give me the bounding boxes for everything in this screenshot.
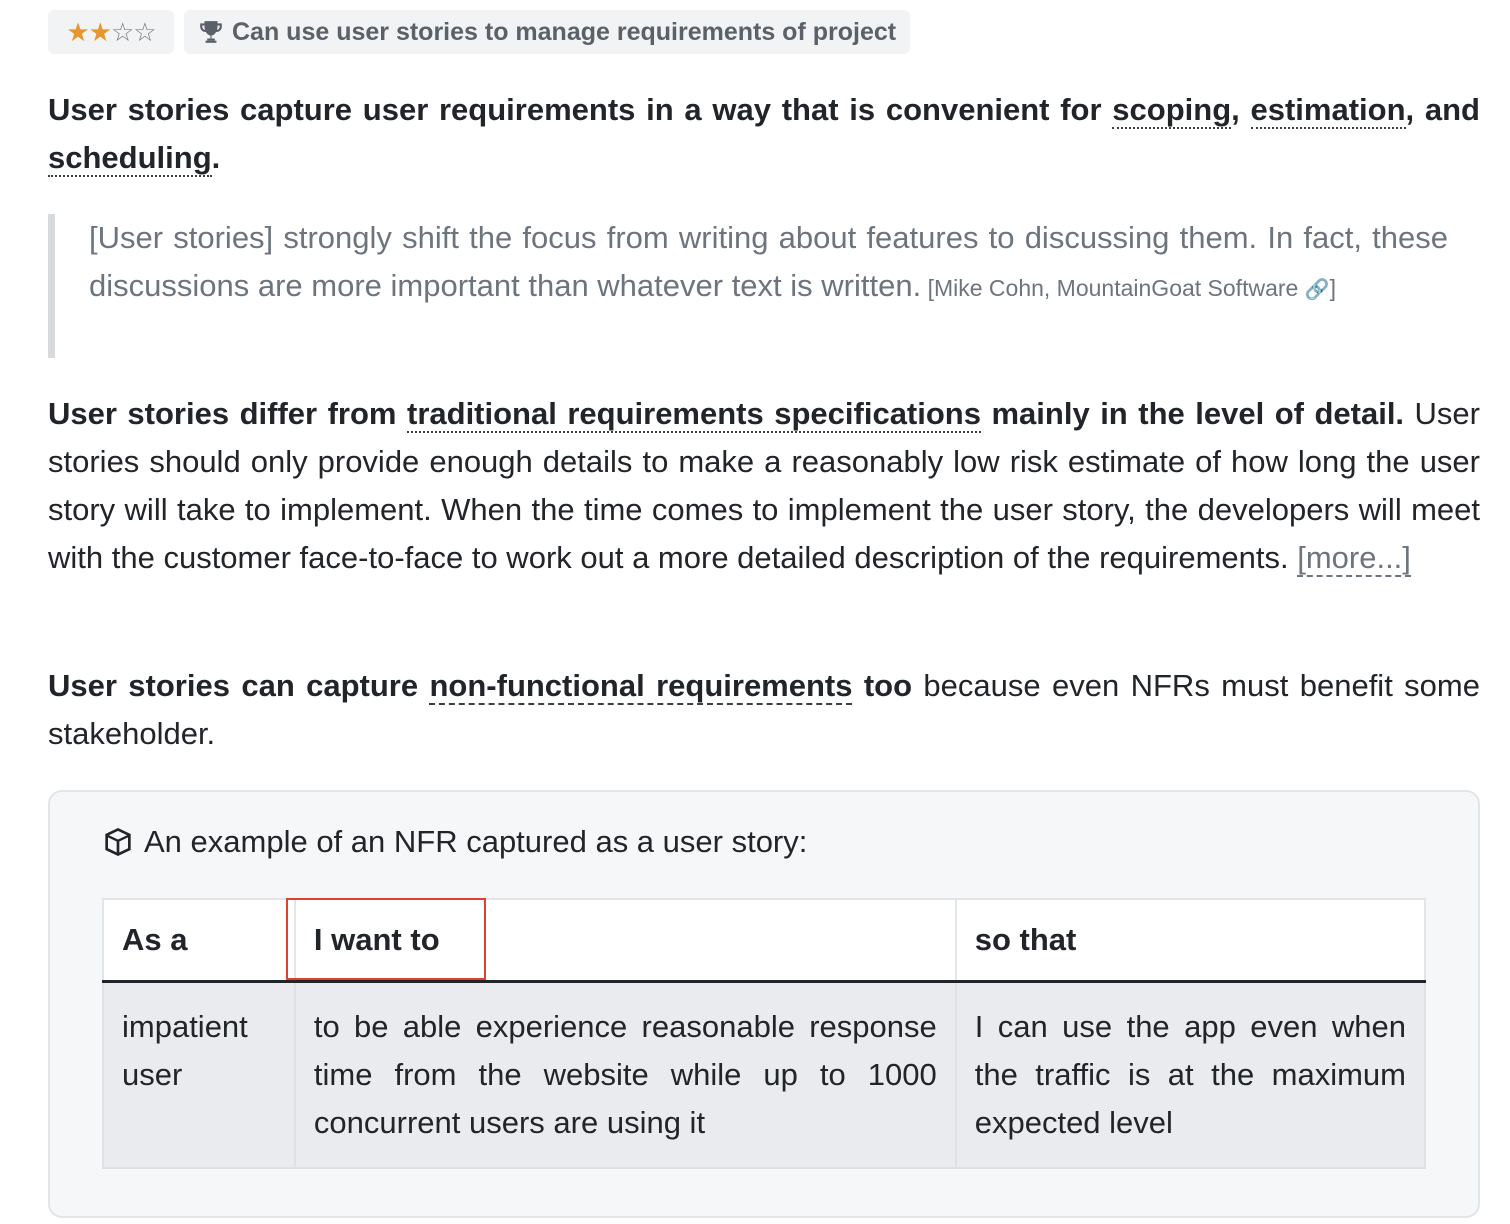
trophy-icon: [198, 19, 224, 45]
header-i-want-to: [295, 899, 956, 981]
quote-source: [921, 275, 1336, 301]
p1-text-1: User stories capture user requirements in a way that is convenient for: [48, 92, 1113, 127]
user-story-table: [102, 898, 1426, 1169]
cell-i-want-to: to be able experience reasonable response time from the website while up to 1000 concurrent users are using it: [295, 981, 956, 1168]
box-icon: [102, 826, 134, 858]
paragraph-user-stories-capture: [48, 86, 1480, 182]
scoping-link[interactable]: scoping: [1112, 92, 1232, 127]
more-link[interactable]: [more...]: [1297, 540, 1411, 575]
paragraph-nfr: [48, 662, 1480, 758]
p2-body: User stories should only provide enough details to make a reasonably low risk estimate of how long the user story will take to implement. When the time comes to implement the user story, the developers will meet with the customer face-to-face to work out a more detailed description of the requirements.: [48, 396, 1481, 575]
quote-text: [User stories] strongly shift the focus from writing about features to discussing them. In fact, these discussions are more important than whatever text is written.: [89, 220, 1448, 303]
p3-bold-1: User stories can capture: [48, 668, 430, 703]
star-rating: [48, 10, 174, 54]
learning-outcome-badge: [184, 10, 910, 54]
p3-body: because even NFRs must benefit some stakeholder.: [48, 668, 1480, 751]
stars-empty: ☆☆: [111, 16, 156, 47]
learning-outcome-text: Can use user stories to manage requirements of project: [232, 17, 897, 46]
cell-so-that: I can use the app even when the traffic is at the maximum expected level: [956, 981, 1425, 1168]
example-box: [48, 790, 1480, 1218]
example-title-text: An example of an NFR captured as a user story:: [144, 824, 808, 859]
badge-row: [48, 10, 910, 54]
header-so-that: so that: [956, 899, 1425, 981]
estimation-link[interactable]: estimation: [1250, 92, 1406, 127]
p1-text-2: , and: [1405, 92, 1480, 127]
stars-filled: ★★: [66, 16, 111, 47]
p2-bold-2: mainly in the level of detail.: [980, 396, 1405, 431]
p2-bold-1: User stories differ from: [48, 396, 407, 431]
header-as-a: As a: [103, 899, 295, 981]
blockquote: [48, 214, 1480, 358]
quote-paragraph: [89, 214, 1448, 314]
scheduling-link[interactable]: scheduling: [48, 140, 212, 175]
quote-source-text: [Mike Cohn, MountainGoat Software: [921, 275, 1305, 301]
table-header-row: [103, 899, 1425, 981]
quote-source-close: ]: [1329, 275, 1337, 301]
table-row: [103, 981, 1425, 1168]
header-i-want-to-text: I want to: [313, 921, 440, 957]
p1-text-3: .: [211, 140, 221, 175]
link-icon[interactable]: 🔗: [1304, 279, 1330, 301]
paragraph-level-of-detail: [48, 390, 1480, 582]
nfr-link[interactable]: non-functional requirements: [429, 668, 853, 703]
p3-bold-2: too: [852, 668, 913, 703]
cell-as-a: impatient user: [103, 981, 295, 1168]
traditional-requirements-link[interactable]: traditional requirements specifications: [407, 396, 981, 431]
p1-comma: ,: [1231, 92, 1251, 127]
example-title: [102, 820, 807, 864]
